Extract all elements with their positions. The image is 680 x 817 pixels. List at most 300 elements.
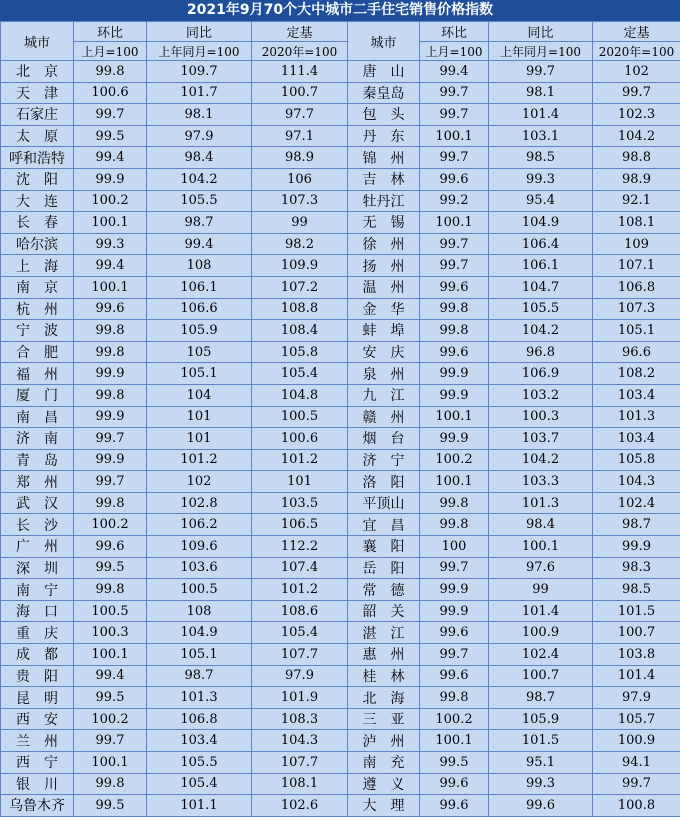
mom-cell: 99.7 [74, 730, 147, 752]
yoy-cell: 98.7 [147, 665, 252, 687]
mom-cell: 99.4 [74, 665, 147, 687]
city-name-cell: 兰 州 [1, 730, 74, 752]
mom-cell: 100 [420, 536, 489, 558]
base-cell: 107.3 [593, 298, 680, 320]
mom-cell: 100.1 [420, 406, 489, 428]
city-name-cell: 桂 林 [348, 665, 420, 687]
mom-cell: 99.6 [420, 622, 489, 644]
header-city: 城市 [1, 22, 74, 61]
mom-cell: 99.8 [420, 492, 489, 514]
mom-cell: 99.7 [420, 644, 489, 666]
mom-cell: 99.9 [420, 428, 489, 450]
base-cell: 98.3 [593, 557, 680, 579]
table-row [1, 406, 680, 428]
mom-cell: 100.2 [420, 708, 489, 730]
yoy-cell: 98.1 [147, 104, 252, 126]
base-cell: 103.8 [593, 644, 680, 666]
base-cell: 98.7 [593, 514, 680, 536]
city-name-cell: 惠 州 [348, 644, 420, 666]
table-row [1, 125, 680, 147]
mom-cell: 100.2 [74, 190, 147, 212]
yoy-cell: 103.3 [489, 471, 593, 493]
mom-cell: 99.9 [420, 600, 489, 622]
city-name-cell: 烟 台 [348, 428, 420, 450]
table-row [1, 449, 680, 471]
yoy-cell: 108 [147, 600, 252, 622]
table-row [1, 752, 680, 774]
base-cell: 103.4 [593, 384, 680, 406]
base-cell: 102.3 [593, 104, 680, 126]
table-row [1, 428, 680, 450]
base-cell: 98.2 [252, 233, 348, 255]
city-name-cell: 长 春 [1, 212, 74, 234]
city-name-cell: 南 宁 [1, 579, 74, 601]
base-cell: 111.4 [252, 61, 348, 83]
table-row [1, 168, 680, 190]
mom-cell: 99.6 [420, 276, 489, 298]
yoy-cell: 104.9 [147, 622, 252, 644]
base-cell: 98.8 [593, 147, 680, 169]
yoy-cell: 105.5 [489, 298, 593, 320]
mom-cell: 99.7 [420, 147, 489, 169]
yoy-cell: 106.4 [489, 233, 593, 255]
yoy-cell: 99.6 [489, 795, 593, 817]
city-name-cell: 太 原 [1, 125, 74, 147]
mom-cell: 99.9 [420, 579, 489, 601]
mom-cell: 99.8 [420, 298, 489, 320]
yoy-cell: 106.1 [489, 255, 593, 277]
yoy-cell: 106.6 [147, 298, 252, 320]
base-cell: 102.4 [593, 492, 680, 514]
base-cell: 101.4 [593, 665, 680, 687]
mom-cell: 100.1 [74, 644, 147, 666]
base-cell: 106.8 [593, 276, 680, 298]
mom-cell: 99.3 [74, 233, 147, 255]
base-cell: 99 [252, 212, 348, 234]
mom-cell: 99.7 [74, 104, 147, 126]
city-name-cell: 平顶山 [348, 492, 420, 514]
mom-cell: 99.8 [420, 514, 489, 536]
yoy-cell: 100.1 [489, 536, 593, 558]
mom-cell: 100.1 [74, 752, 147, 774]
header-yoy: 同比 [147, 22, 252, 42]
city-name-cell: 北 京 [1, 61, 74, 83]
yoy-cell: 100.9 [489, 622, 593, 644]
base-cell: 101.9 [252, 687, 348, 709]
city-name-cell: 乌鲁木齐 [1, 795, 74, 817]
yoy-cell: 97.9 [147, 125, 252, 147]
yoy-cell: 102.8 [147, 492, 252, 514]
header-base-sub: 2020年=100 [593, 42, 680, 61]
city-name-cell: 泉 州 [348, 363, 420, 385]
table-row [1, 708, 680, 730]
city-name-cell: 秦皇岛 [348, 82, 420, 104]
base-cell: 101.3 [593, 406, 680, 428]
yoy-cell: 105.5 [147, 190, 252, 212]
city-name-cell: 锦 州 [348, 147, 420, 169]
table-row [1, 298, 680, 320]
mom-cell: 99.8 [74, 384, 147, 406]
yoy-cell: 103.7 [489, 428, 593, 450]
city-name-cell: 遵 义 [348, 773, 420, 795]
table-title: 2021年9月70个大中城市二手住宅销售价格指数 [0, 0, 680, 21]
yoy-cell: 104 [147, 384, 252, 406]
city-name-cell: 宁 波 [1, 320, 74, 342]
base-cell: 107.7 [252, 752, 348, 774]
yoy-cell: 97.6 [489, 557, 593, 579]
yoy-cell: 103.1 [489, 125, 593, 147]
yoy-cell: 105.9 [147, 320, 252, 342]
header-yoy: 同比 [489, 22, 593, 42]
mom-cell: 99.6 [74, 536, 147, 558]
table-row [1, 687, 680, 709]
mom-cell: 99.5 [420, 752, 489, 774]
base-cell: 99.7 [593, 773, 680, 795]
city-name-cell: 南 昌 [1, 406, 74, 428]
city-name-cell: 常 德 [348, 579, 420, 601]
yoy-cell: 100.5 [147, 579, 252, 601]
base-cell: 105.1 [593, 320, 680, 342]
base-cell: 108.6 [252, 600, 348, 622]
mom-cell: 99.8 [74, 773, 147, 795]
table-row [1, 514, 680, 536]
mom-cell: 100.6 [74, 82, 147, 104]
header-base: 定基 [593, 22, 680, 42]
city-name-cell: 武 汉 [1, 492, 74, 514]
base-cell: 107.2 [252, 276, 348, 298]
city-name-cell: 洛 阳 [348, 471, 420, 493]
mom-cell: 99.7 [74, 471, 147, 493]
yoy-cell: 106.1 [147, 276, 252, 298]
yoy-cell: 103.6 [147, 557, 252, 579]
yoy-cell: 105.4 [147, 773, 252, 795]
header-yoy-sub: 上年同月=100 [147, 42, 252, 61]
yoy-cell: 105.5 [147, 752, 252, 774]
table-row [1, 730, 680, 752]
mom-cell: 100.1 [74, 276, 147, 298]
mom-cell: 99.5 [74, 557, 147, 579]
table-row [1, 773, 680, 795]
base-cell: 105.8 [593, 449, 680, 471]
city-name-cell: 湛 江 [348, 622, 420, 644]
city-name-cell: 海 口 [1, 600, 74, 622]
yoy-cell: 99.3 [489, 773, 593, 795]
city-name-cell: 济 南 [1, 428, 74, 450]
base-cell: 94.1 [593, 752, 680, 774]
city-name-cell: 蚌 埠 [348, 320, 420, 342]
header-subrow [1, 42, 680, 61]
base-cell: 105.4 [252, 622, 348, 644]
mom-cell: 99.8 [74, 492, 147, 514]
city-name-cell: 石家庄 [1, 104, 74, 126]
mom-cell: 99.6 [420, 168, 489, 190]
base-cell: 96.6 [593, 341, 680, 363]
city-name-cell: 沈 阳 [1, 168, 74, 190]
city-name-cell: 南 京 [1, 276, 74, 298]
yoy-cell: 105.1 [147, 644, 252, 666]
city-name-cell: 岳 阳 [348, 557, 420, 579]
mom-cell: 100.1 [420, 471, 489, 493]
yoy-cell: 98.7 [147, 212, 252, 234]
base-cell: 108.1 [252, 773, 348, 795]
base-cell: 109.9 [252, 255, 348, 277]
yoy-cell: 98.4 [147, 147, 252, 169]
yoy-cell: 96.8 [489, 341, 593, 363]
mom-cell: 99.6 [420, 341, 489, 363]
base-cell: 108.2 [593, 363, 680, 385]
base-cell: 104.2 [593, 125, 680, 147]
mom-cell: 100.1 [74, 212, 147, 234]
city-name-cell: 杭 州 [1, 298, 74, 320]
city-name-cell: 广 州 [1, 536, 74, 558]
table-body [1, 61, 680, 817]
mom-cell: 99.5 [74, 795, 147, 817]
yoy-cell: 103.4 [147, 730, 252, 752]
base-cell: 99.9 [593, 536, 680, 558]
base-cell: 100.9 [593, 730, 680, 752]
table-row [1, 82, 680, 104]
header-mom-sub: 上月=100 [74, 42, 147, 61]
mom-cell: 99.8 [74, 341, 147, 363]
table-row [1, 147, 680, 169]
base-cell: 99.7 [593, 82, 680, 104]
header-mom-sub: 上月=100 [420, 42, 489, 61]
header-base-sub: 2020年=100 [252, 42, 348, 61]
yoy-cell: 101.7 [147, 82, 252, 104]
city-name-cell: 深 圳 [1, 557, 74, 579]
header-row [1, 22, 680, 42]
mom-cell: 99.9 [420, 363, 489, 385]
mom-cell: 99.6 [74, 298, 147, 320]
yoy-cell: 105 [147, 341, 252, 363]
table-row [1, 557, 680, 579]
table-row [1, 276, 680, 298]
yoy-cell: 101.4 [489, 104, 593, 126]
mom-cell: 99.6 [420, 795, 489, 817]
city-name-cell: 大 理 [348, 795, 420, 817]
price-index-table [0, 21, 680, 817]
base-cell: 106 [252, 168, 348, 190]
city-name-cell: 上 海 [1, 255, 74, 277]
base-cell: 102 [593, 61, 680, 83]
yoy-cell: 101 [147, 428, 252, 450]
base-cell: 107.3 [252, 190, 348, 212]
city-name-cell: 西 安 [1, 708, 74, 730]
city-name-cell: 金 华 [348, 298, 420, 320]
table-row [1, 233, 680, 255]
city-name-cell: 银 川 [1, 773, 74, 795]
city-name-cell: 唐 山 [348, 61, 420, 83]
yoy-cell: 108 [147, 255, 252, 277]
base-cell: 100.5 [252, 406, 348, 428]
mom-cell: 99.7 [420, 557, 489, 579]
city-name-cell: 贵 阳 [1, 665, 74, 687]
table-row [1, 665, 680, 687]
yoy-cell: 102 [147, 471, 252, 493]
yoy-cell: 103.2 [489, 384, 593, 406]
base-cell: 112.2 [252, 536, 348, 558]
mom-cell: 99.9 [420, 384, 489, 406]
city-name-cell: 天 津 [1, 82, 74, 104]
mom-cell: 99.4 [74, 255, 147, 277]
city-name-cell: 温 州 [348, 276, 420, 298]
yoy-cell: 101.3 [489, 492, 593, 514]
base-cell: 108.4 [252, 320, 348, 342]
yoy-cell: 109.7 [147, 61, 252, 83]
table-row [1, 536, 680, 558]
yoy-cell: 104.2 [489, 449, 593, 471]
base-cell: 104.8 [252, 384, 348, 406]
base-cell: 100.6 [252, 428, 348, 450]
mom-cell: 99.9 [74, 406, 147, 428]
yoy-cell: 98.4 [489, 514, 593, 536]
city-name-cell: 扬 州 [348, 255, 420, 277]
base-cell: 105.7 [593, 708, 680, 730]
table-row [1, 190, 680, 212]
base-cell: 105.4 [252, 363, 348, 385]
table-row [1, 212, 680, 234]
mom-cell: 99.8 [420, 320, 489, 342]
base-cell: 97.9 [252, 665, 348, 687]
table-row [1, 644, 680, 666]
base-cell: 98.5 [593, 579, 680, 601]
yoy-cell: 106.2 [147, 514, 252, 536]
mom-cell: 99.7 [420, 104, 489, 126]
mom-cell: 100.2 [74, 514, 147, 536]
table-row [1, 492, 680, 514]
city-name-cell: 九 江 [348, 384, 420, 406]
yoy-cell: 101.4 [489, 600, 593, 622]
yoy-cell: 100.3 [489, 406, 593, 428]
city-name-cell: 襄 阳 [348, 536, 420, 558]
city-name-cell: 昆 明 [1, 687, 74, 709]
yoy-cell: 101.1 [147, 795, 252, 817]
mom-cell: 99.8 [74, 320, 147, 342]
header-mom: 环比 [420, 22, 489, 42]
base-cell: 103.4 [593, 428, 680, 450]
base-cell: 101.2 [252, 579, 348, 601]
city-name-cell: 无 锡 [348, 212, 420, 234]
city-name-cell: 泸 州 [348, 730, 420, 752]
yoy-cell: 101.2 [147, 449, 252, 471]
base-cell: 104.3 [252, 730, 348, 752]
yoy-cell: 101 [147, 406, 252, 428]
mom-cell: 100.2 [420, 449, 489, 471]
yoy-cell: 95.4 [489, 190, 593, 212]
table-row [1, 384, 680, 406]
base-cell: 109 [593, 233, 680, 255]
mom-cell: 99.5 [74, 125, 147, 147]
header-city: 城市 [348, 22, 420, 61]
base-cell: 108.1 [593, 212, 680, 234]
yoy-cell: 98.7 [489, 687, 593, 709]
table-row [1, 622, 680, 644]
city-name-cell: 合 肥 [1, 341, 74, 363]
mom-cell: 100.1 [420, 212, 489, 234]
base-cell: 108.8 [252, 298, 348, 320]
base-cell: 107.1 [593, 255, 680, 277]
base-cell: 101.5 [593, 600, 680, 622]
mom-cell: 99.9 [74, 168, 147, 190]
base-cell: 101 [252, 471, 348, 493]
mom-cell: 100.1 [420, 730, 489, 752]
city-name-cell: 济 宁 [348, 449, 420, 471]
city-name-cell: 成 都 [1, 644, 74, 666]
base-cell: 92.1 [593, 190, 680, 212]
mom-cell: 99.5 [74, 687, 147, 709]
base-cell: 108.3 [252, 708, 348, 730]
mom-cell: 99.2 [420, 190, 489, 212]
mom-cell: 99.9 [74, 363, 147, 385]
yoy-cell: 99.4 [147, 233, 252, 255]
table-row [1, 341, 680, 363]
city-name-cell: 长 沙 [1, 514, 74, 536]
yoy-cell: 106.8 [147, 708, 252, 730]
city-name-cell: 宜 昌 [348, 514, 420, 536]
base-cell: 97.1 [252, 125, 348, 147]
base-cell: 103.5 [252, 492, 348, 514]
mom-cell: 99.7 [74, 428, 147, 450]
city-name-cell: 三 亚 [348, 708, 420, 730]
mom-cell: 99.7 [420, 233, 489, 255]
base-cell: 101.2 [252, 449, 348, 471]
yoy-cell: 104.7 [489, 276, 593, 298]
city-name-cell: 大 连 [1, 190, 74, 212]
yoy-cell: 99.7 [489, 61, 593, 83]
city-name-cell: 哈尔滨 [1, 233, 74, 255]
yoy-cell: 95.1 [489, 752, 593, 774]
city-name-cell: 安 庆 [348, 341, 420, 363]
mom-cell: 99.7 [420, 82, 489, 104]
mom-cell: 100.1 [420, 125, 489, 147]
base-cell: 97.9 [593, 687, 680, 709]
base-cell: 98.9 [252, 147, 348, 169]
city-name-cell: 北 海 [348, 687, 420, 709]
yoy-cell: 104.2 [489, 320, 593, 342]
table-row [1, 320, 680, 342]
yoy-cell: 106.9 [489, 363, 593, 385]
mom-cell: 99.6 [420, 773, 489, 795]
yoy-cell: 109.6 [147, 536, 252, 558]
city-name-cell: 南 充 [348, 752, 420, 774]
yoy-cell: 105.9 [489, 708, 593, 730]
city-name-cell: 福 州 [1, 363, 74, 385]
table-row [1, 61, 680, 83]
mom-cell: 99.4 [74, 147, 147, 169]
table-row [1, 795, 680, 817]
table-row [1, 104, 680, 126]
yoy-cell: 101.3 [147, 687, 252, 709]
yoy-cell: 98.1 [489, 82, 593, 104]
city-name-cell: 西 宁 [1, 752, 74, 774]
base-cell: 107.4 [252, 557, 348, 579]
header-mom: 环比 [74, 22, 147, 42]
mom-cell: 100.5 [74, 600, 147, 622]
city-name-cell: 牡丹江 [348, 190, 420, 212]
city-name-cell: 徐 州 [348, 233, 420, 255]
yoy-cell: 99 [489, 579, 593, 601]
city-name-cell: 丹 东 [348, 125, 420, 147]
city-name-cell: 包 头 [348, 104, 420, 126]
base-cell: 100.7 [252, 82, 348, 104]
base-cell: 100.7 [593, 622, 680, 644]
mom-cell: 99.8 [420, 687, 489, 709]
base-cell: 102.6 [252, 795, 348, 817]
yoy-cell: 104.9 [489, 212, 593, 234]
yoy-cell: 102.4 [489, 644, 593, 666]
table-row [1, 471, 680, 493]
table-row [1, 600, 680, 622]
